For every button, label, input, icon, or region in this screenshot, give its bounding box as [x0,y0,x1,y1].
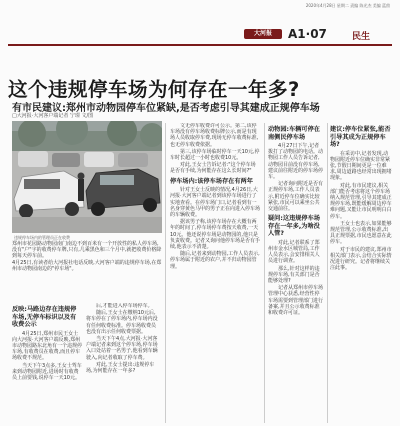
body-paragraph: 对此,记者联系了郑州市金水区城管局,工作人员表示,会安排相关人员进行调查。 [268,239,320,265]
column-divider [165,123,166,423]
column-e [330,123,392,423]
body-paragraph: 4月27日下午,记者拨打了动物园的电话。动物园工作人员告诉记者,动物园目前没有停车场,建议前往附近的停车场停车。 [268,143,324,181]
newspaper-logo: 大河报 [244,29,282,39]
body-paragraph: 对此,有市民建议,相关部门能否考虑将这个停车场纳入规范管理,引导其建成正规停车场,既能缓解周边停车难问题,又能让市民明明白白停车。 [330,182,392,220]
lead-text-2: 4月25日,有读者给大河报社电话反映,大河客户端的违规停车场,在郑州市动物园南边的"停车场"。 [12,259,162,272]
body-paragraph: 那么,针对这样的违规停车场,有关部门是否能够处理? [268,265,320,284]
body-paragraph: 据该男子称,该停车场存在大概有两年的时间了,停车场停车费按天收费,一天10元。他还说停车场是动物园的,他只是负责收费。记者又询问他停车场是否有手续,他表示不清楚。 [170,219,260,250]
header-rule [8,44,392,46]
body-paragraph: 后,才能进入停车场停车。 [96,303,153,309]
body-paragraph: 针对王女士反映的情况,4月26日,大河报·大河客户端记者到该停车场进行了实地查看。在停车场门口,记者看到有一名身穿黄色马甲的男子正在向进入停车场的车辆收费。 [170,187,260,218]
column-c [170,123,260,423]
section-heading: 疑问:这违规停车场存在一年多,为啥没人管? [268,215,320,238]
article-subtitle: 有市民建议:郑州市动物园停车位紧缺,是否考虑引导其建成正规停车场 [12,103,320,114]
column-a [12,303,82,423]
section-heading: 停车场内:该停车场存在有两年 [170,177,253,185]
body-paragraph: 对于市民的建议,郑州市相关部门表示,会结合实际情况进行研究。记者将继续关注此事。 [330,246,392,272]
page-number: A1·07 [288,27,327,41]
body-paragraph: 文无停车收费许可公示。第二,该停车场没有停车场收费标牌公示,而是有现场人员收取停车费,现场无停车收费标准,也无停车收费依据。 [170,123,259,148]
parking-lot-photo [12,121,162,233]
page-header [0,0,400,46]
column-d [268,123,324,423]
body-paragraph: 记者询问附近是否有正规停车场,工作人员表示,附近停车位确实比较紧张,市民可以乘坐公共交通前往。 [268,181,324,213]
body-paragraph: 随后,王女士在缴纳10元后,将车停在了停车场内,停车场内没有任何收费标准。停车场收费员也没有出示任何收费票据。 [86,310,158,335]
column-b [86,303,160,423]
column-divider [264,123,265,423]
article-byline: □大河报·大河客户端记者 宁璟 文/图 [12,113,94,119]
lead-text: 郑州市花园路动物园南门南边不到百米有一个开放性的私人停车场,没有"户"字的收费停车牌,只有,几乘黑色和三个月中,就把收费价格降到每天停车前。 [12,241,162,260]
body-paragraph: 对此,王女士提出:违规停车场,为何能存在一年多? [86,361,155,375]
body-paragraph: 4月25日,郑州市民王女士向大河报·大河客户端反映,郑州市动物园路东北角有一个违规停车场,有收费员在收费,而且停车场收费不规范。 [12,330,82,362]
body-paragraph: 第三,该停车场临时停车一天10元,停车时长超过一小时也收费10元。 [170,148,260,162]
body-paragraph: 对此,王女士告诉记者:"这个停车场是否有手续,为何能存在这么长时间?" [170,162,256,175]
photo-caption: 违规停车场内的管理员正在收费 [14,235,70,240]
body-paragraph: 记者从郑州市停车场管理中心获悉,经营性停车场需要到管理部门进行备案,并且公示收费标准和收费许可证。 [268,285,324,316]
lead-paragraph [12,241,162,272]
body-paragraph: 当天下午3点多,王女士驾车来到动物园附近,进场时有收费员上前要钱,说停车一天10元。 [12,362,82,381]
body-paragraph: 当天下午4点,大河报·大河客户端记者来到这个停车场,停车场入口处站着一名男子,他看到车辆驶入,向记者收取了停车费。 [86,336,158,361]
section-heading: 建议:停车位紧张,能否引导其成为正规停车场? [330,126,391,148]
body-paragraph: 在采访中,记者发现,动物园附近停车位确实非常紧张,节假日期间更是一位难求,周边道路也经常出现拥堵现象。 [330,150,392,182]
body-paragraph: 王女士也表示,如果能够规范管理,公示收费标准,出具正规票据,市民也愿意在此停车。 [330,220,392,246]
section-heading: 动物园:车辆可停在南侧民停车场 [268,126,320,141]
body-paragraph: 随后,记者来到动物园,工作人员表示,停车场属于附近的农户,并不归动物园管理。 [170,251,260,270]
section-name: 民生 [352,32,371,42]
column-divider [327,123,328,423]
issue-meta: 2020年4月28日 星期二 责编 陈光杰 美编 蓝茵 [305,3,390,8]
section-heading: 反映:马路边存在违规停车场,无停车标识以及有收费公示 [12,306,77,328]
article-title: 这个违规停车场为何存在一年多? [8,78,300,101]
